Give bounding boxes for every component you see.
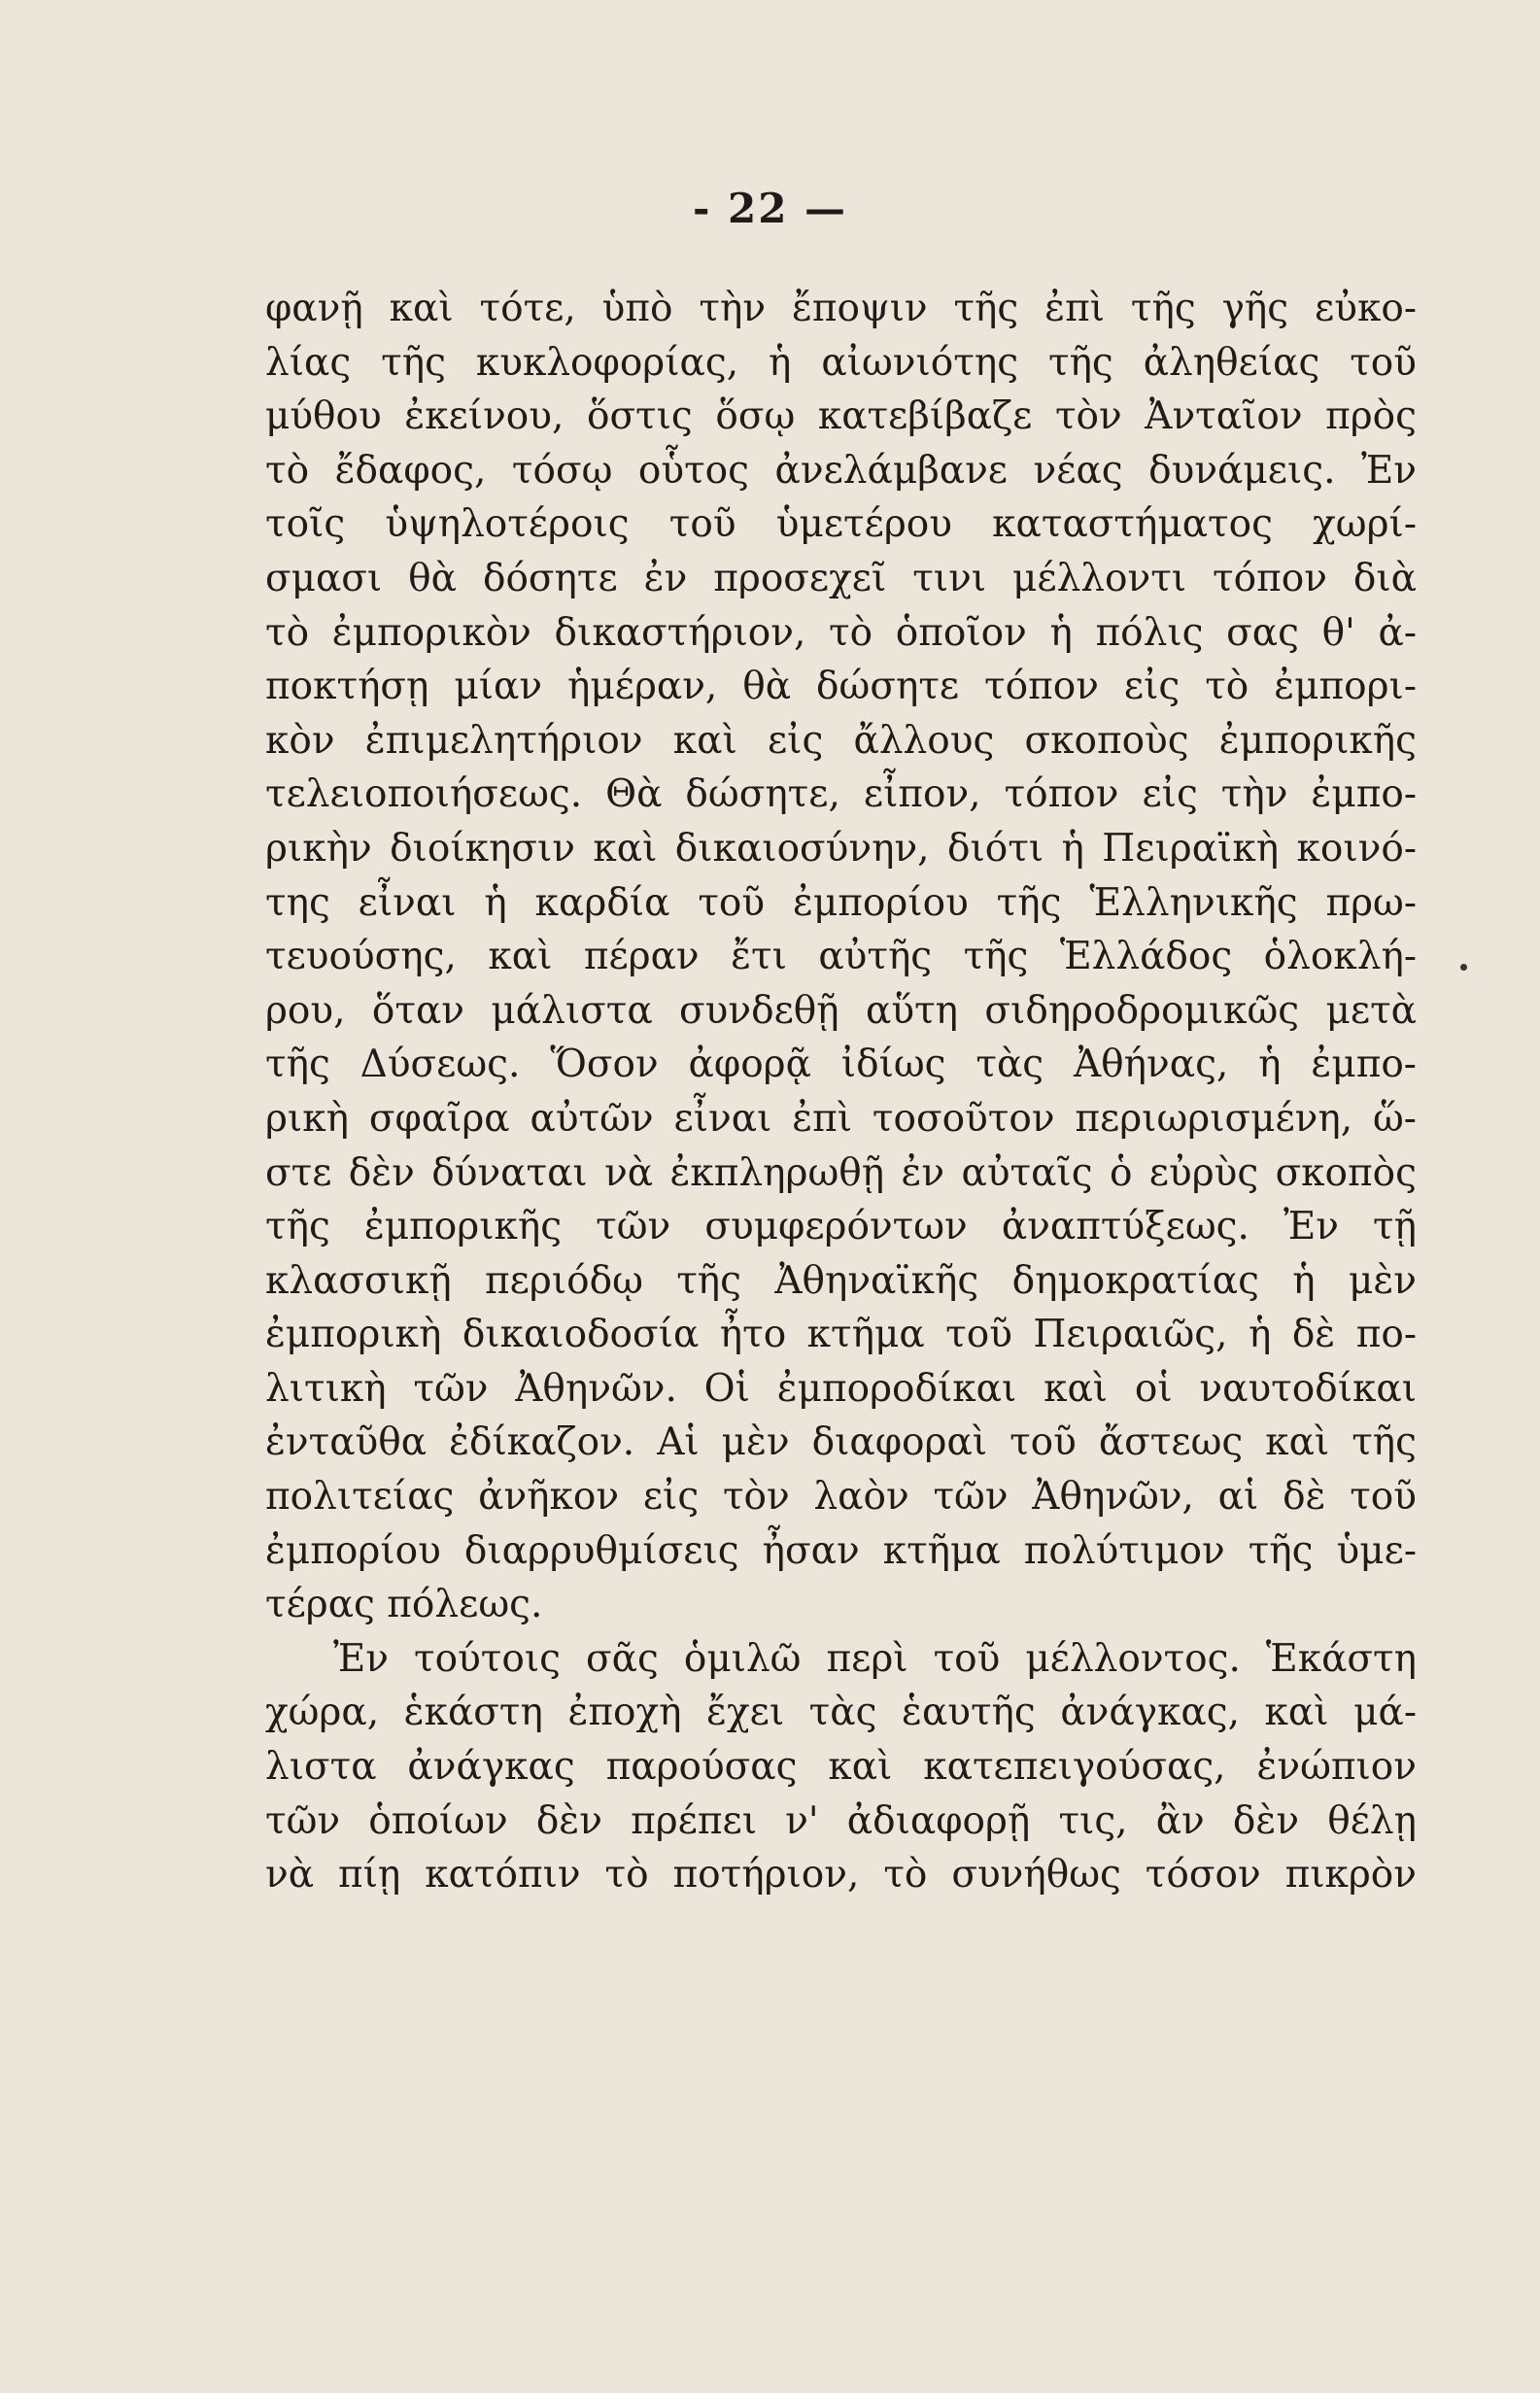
text-line: ἐμπορικὴ δικαιοδοσία ἦτο κτῆμα τοῦ Πειραιῶς, ἡ δὲ πο- [265, 1313, 1417, 1357]
text-line: λίας τῆς κυκλοφορίας, ἡ αἰωνιότης τῆς ἀληθείας τοῦ [265, 340, 1417, 385]
text-line: τὸ ἐμπορικὸν δικαστήριον, τὸ ὁποῖον ἡ πόλις σας θ' ἀ- [265, 610, 1417, 655]
paragraph-start-line: Ἐν τούτοις σᾶς ὁμιλῶ περὶ τοῦ μέλλοντος. Ἑκάστη [333, 1636, 1417, 1681]
ink-speck [1460, 964, 1467, 971]
text-line: τὸ ἔδαφος, τόσῳ οὗτος ἀνελάμβανε νέας δυνάμεις. Ἐν [265, 448, 1417, 493]
text-line: πολιτείας ἀνῆκον εἰς τὸν λαὸν τῶν Ἀθηνῶν, αἱ δὲ τοῦ [265, 1475, 1417, 1520]
text-line: ρου, ὅταν μάλιστα συνδεθῇ αὕτη σιδηροδρομικῶς μετὰ [265, 988, 1417, 1033]
text-line: νὰ πίῃ κατόπιν τὸ ποτήριον, τὸ συνήθως τόσον πικρὸν [265, 1853, 1417, 1897]
text-line: ἐμπορίου διαρρυθμίσεις ἦσαν κτῆμα πολύτιμον τῆς ὑμε- [265, 1528, 1417, 1573]
text-line: φανῇ καὶ τότε, ὑπὸ τὴν ἔποψιν τῆς ἐπὶ τῆς γῆς εὐκο- [265, 287, 1417, 330]
text-line: τοῖς ὑψηλοτέροις τοῦ ὑμετέρου καταστήματος χωρί- [265, 502, 1417, 547]
paragraph-end-line: τέρας πόλεως. [265, 1583, 543, 1627]
body-text [265, 282, 1417, 1902]
text-line: κλασσικῇ περιόδῳ τῆς Ἀθηναϊκῆς δημοκρατίας ἡ μὲν [265, 1258, 1417, 1303]
text-line: λιστα ἀνάγκας παρούσας καὶ κατεπειγούσας, ἐνώπιον [265, 1745, 1417, 1790]
text-line: ρικὴ σφαῖρα αὐτῶν εἶναι ἐπὶ τοσοῦτον περιωρισμένη, ὥ- [265, 1096, 1417, 1141]
text-line: λιτικὴ τῶν Ἀθηνῶν. Οἱ ἐμποροδίκαι καὶ οἱ ναυτοδίκαι [265, 1366, 1417, 1411]
text-line: ρικὴν διοίκησιν καὶ δικαιοσύνην, διότι ἡ Πειραϊκὴ κοινό- [265, 826, 1417, 871]
text-line: της εἶναι ἡ καρδία τοῦ ἐμπορίου τῆς Ἑλληνικῆς πρω- [265, 880, 1417, 925]
text-line: σμασι θὰ δόσητε ἐν προσεχεῖ τινι μέλλοντι τόπον διὰ [265, 556, 1417, 600]
text-line: κὸν ἐπιμελητήριον καὶ εἰς ἄλλους σκοποὺς ἐμπορικῆς [265, 718, 1417, 763]
text-line: ἐνταῦθα ἐδίκαζον. Αἱ μὲν διαφοραὶ τοῦ ἄστεως καὶ τῆς [265, 1420, 1417, 1465]
text-line: στε δὲν δύναται νὰ ἐκπληρωθῇ ἐν αὐταῖς ὁ εὐρὺς σκοπὸς [265, 1150, 1417, 1195]
page-number: - 22 — [692, 185, 848, 232]
text-line: τῆς Δύσεως. Ὅσον ἀφορᾷ ἰδίως τὰς Ἀθήνας, ἡ ἐμπο- [265, 1043, 1417, 1087]
text-line: τῆς ἐμπορικῆς τῶν συμφερόντων ἀναπτύξεως. Ἐν τῇ [265, 1205, 1417, 1249]
text-line: τελειοποιήσεως. Θὰ δώσητε, εἶπον, τόπον εἰς τὴν ἐμπο- [265, 772, 1417, 817]
text-line: μύθου ἐκείνου, ὅστις ὅσῳ κατεβίβαζε τὸν Ἀνταῖον πρὸς [265, 394, 1417, 439]
text-line: χώρα, ἑκάστη ἐποχὴ ἔχει τὰς ἑαυτῆς ἀνάγκας, καὶ μά- [265, 1691, 1417, 1735]
text-line: τῶν ὁποίων δὲν πρέπει ν' ἀδιαφορῇ τις, ἂν δὲν θέλῃ [265, 1798, 1417, 1843]
text-line: τευούσης, καὶ πέραν ἔτι αὐτῆς τῆς Ἑλλάδος ὁλοκλή- [265, 935, 1417, 979]
text-line: ποκτήσῃ μίαν ἡμέραν, θὰ δώσητε τόπον εἰς τὸ ἐμπορι- [265, 665, 1417, 709]
